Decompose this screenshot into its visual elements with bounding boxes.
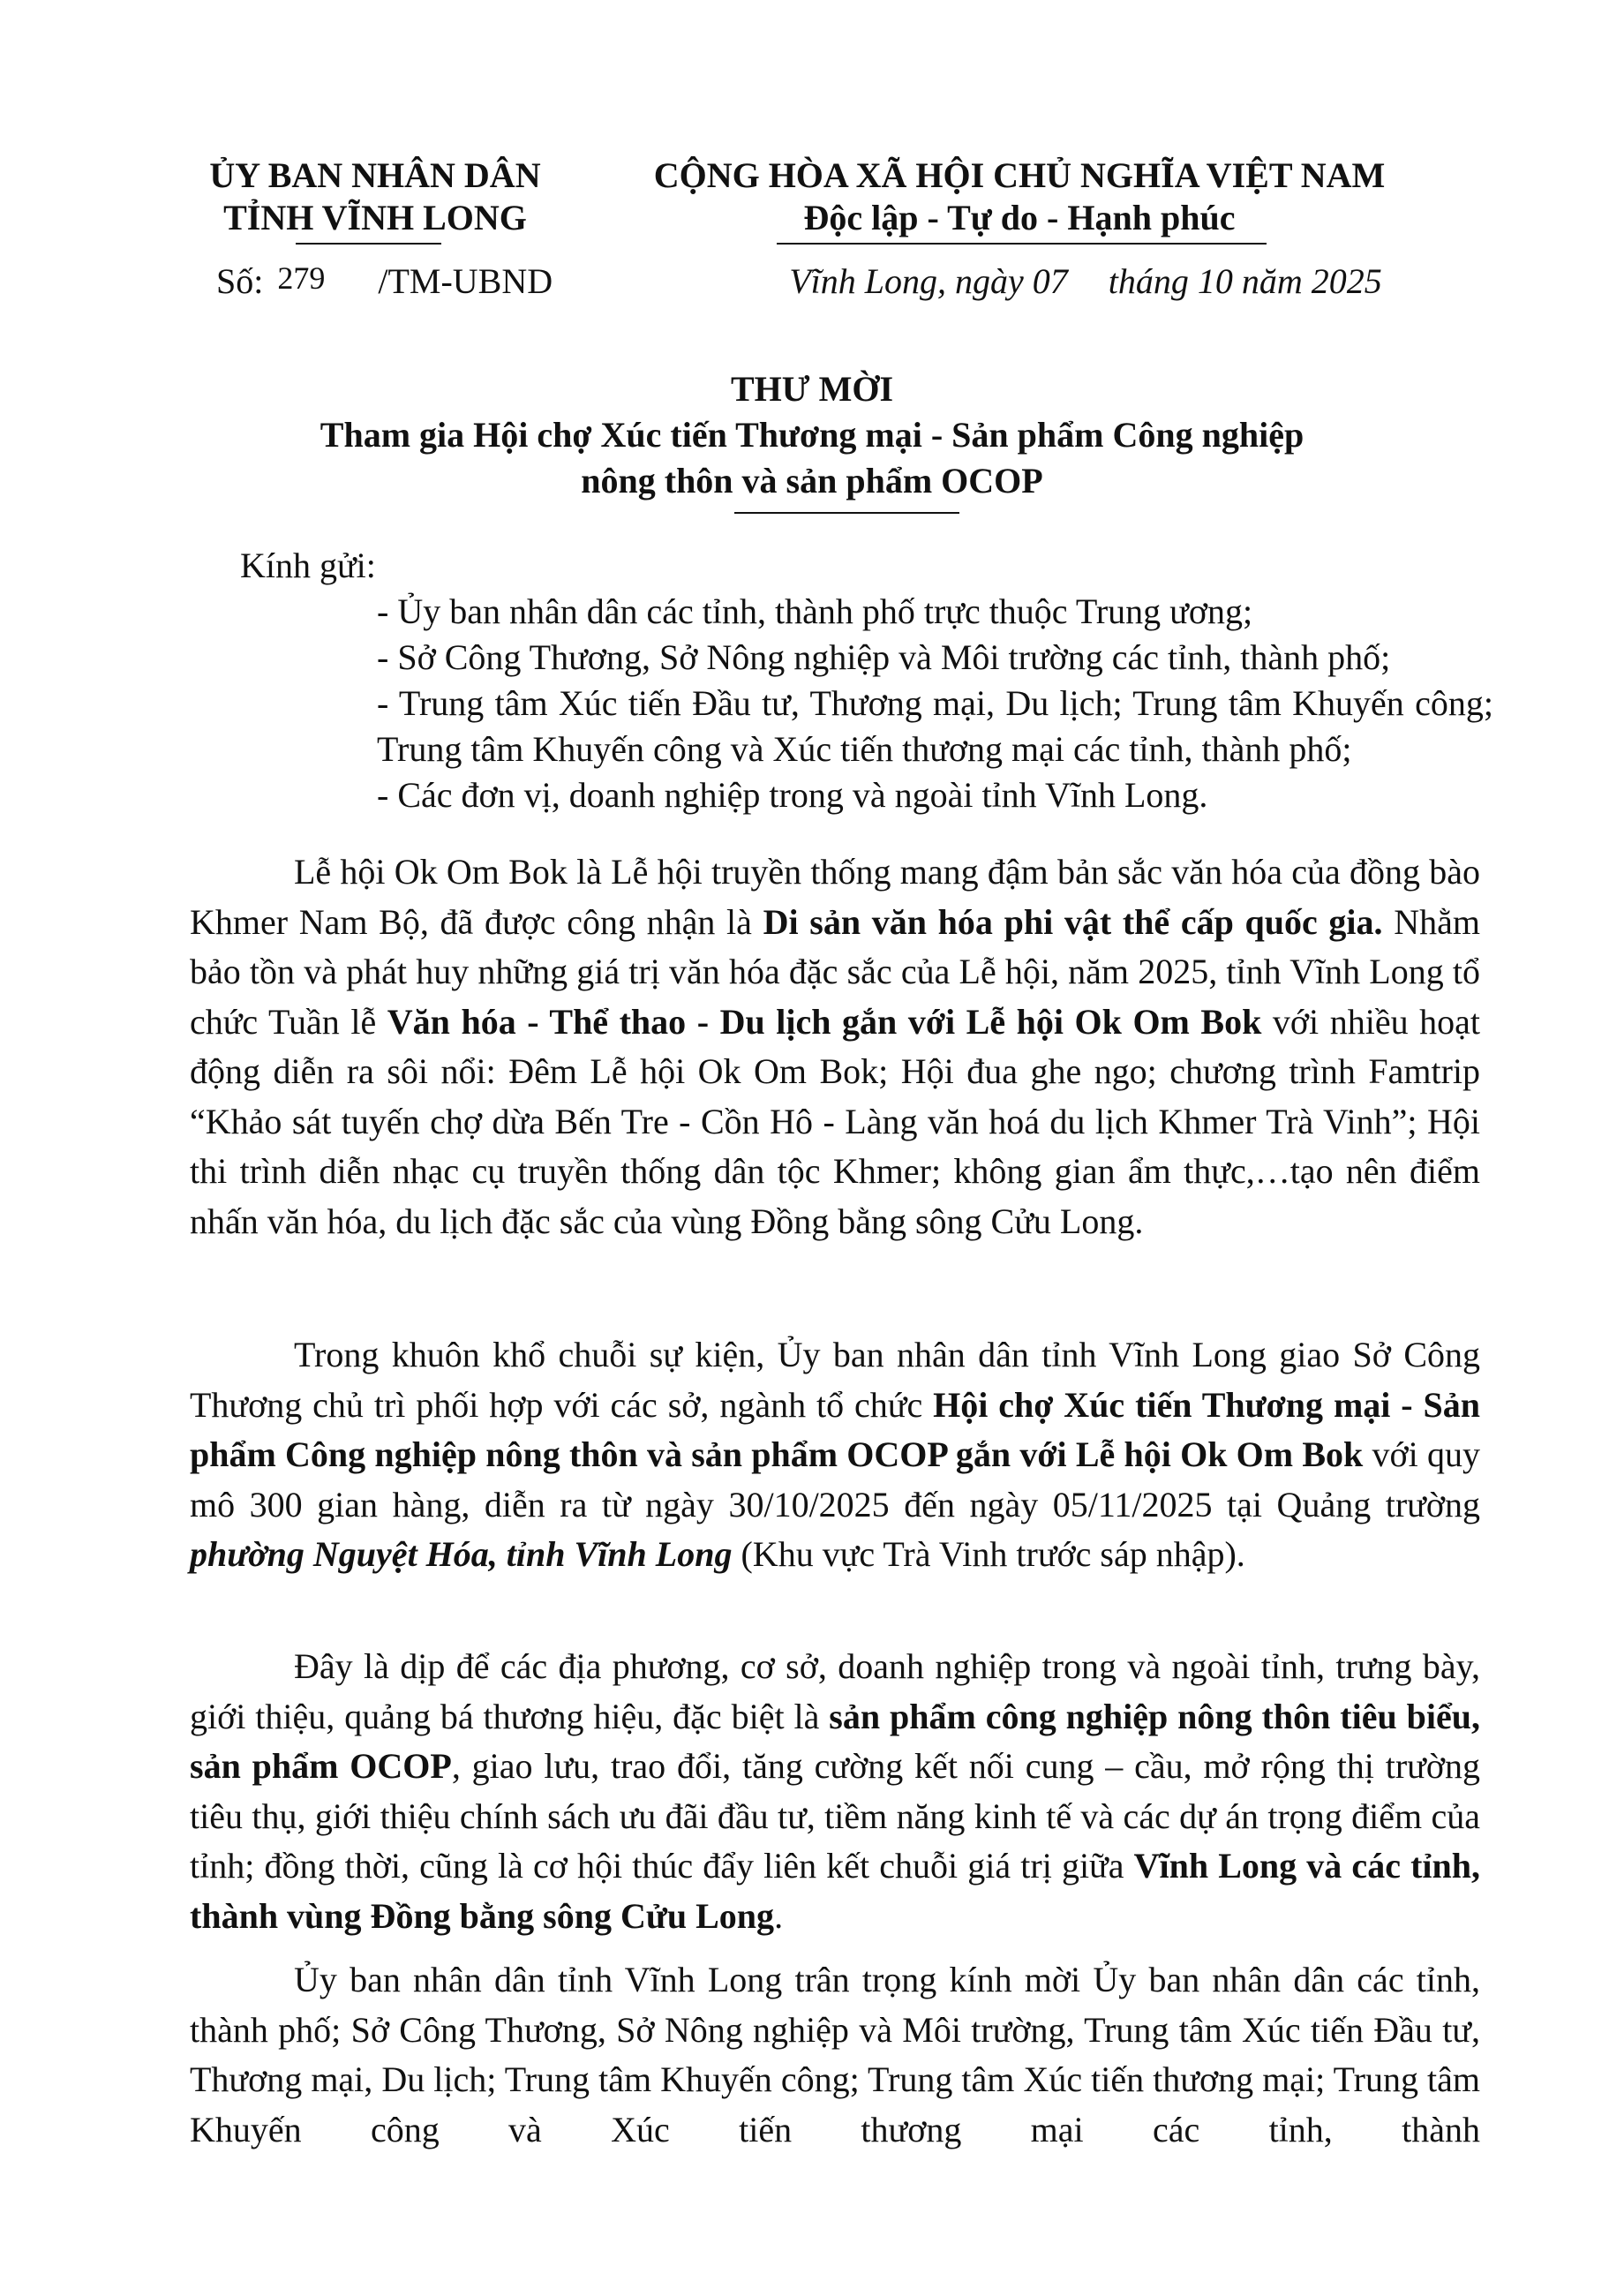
bold-run: Di sản văn hóa phi vật thể cấp quốc gia. — [763, 901, 1383, 942]
place-date — [741, 260, 1430, 303]
nation-line-2: Độc lập - Tự do - Hạnh phúc — [803, 198, 1236, 237]
text-run: Lễ hội Ok Om Bok là Lễ hội truyền thống mang đậm bản sắc văn hóa của đồng bào Khmer Nam Bộ, đã được công nhận là — [190, 852, 1480, 942]
text-run: Ủy ban nhân dân tỉnh Vĩnh Long trân trọng kính mời Ủy ban nhân dân các tỉnh, thành phố; Sở Công Thương, Sở Nông nghiệp và Môi trường, Trung tâm Xúc tiến Đầu tư, Thương mại, Du lịch; Trung tâm Khuyến công; Trung tâm Xúc tiến thương mại; Trung tâm Khuyến công và Xúc tiến thương mại các tỉnh, thành — [190, 1960, 1480, 2149]
recipients — [240, 543, 1493, 818]
bold-run: Hội chợ Xúc tiến Thương mại - Sản phẩm Công nghiệp nông thôn và sản phẩm OCOP gắn với Lễ hội Ok Om Bok — [190, 1384, 1480, 1474]
text-run: (Khu vực Trà Vinh trước sáp nhập). — [732, 1534, 1245, 1574]
org-line-1: ỦY BAN NHÂN DÂN — [209, 155, 541, 195]
org-line-2: TỈNH VĨNH LONG — [223, 198, 527, 237]
text-run: với nhiều hoạt động diễn ra sôi nổi: Đêm Lễ hội Ok Om Bok; Hội đua ghe ngo; chương trình Famtrip “Khảo sát tuyến chợ dừa Bến Tre - Cồn Hô - Làng văn hoá du lịch Khmer Trà Vinh”; Hội thi trình diễn nhạc cụ truyền thống dân tộc Khmer; không gian ẩm thực,…tạo nên điểm nhấn văn hóa, du lịch đặc sắc của vùng Đồng bằng sông Cửu Long. — [190, 1001, 1481, 1241]
doc-number-prefix: Số: — [216, 261, 264, 301]
text-run: . — [774, 1895, 784, 1936]
italic-bold-run: phường Nguyệt Hóa, tỉnh Vĩnh Long — [190, 1534, 733, 1574]
bold-run: sản phẩm công nghiệp nông thôn tiêu biểu, sản phẩm OCOP — [190, 1696, 1480, 1786]
national-header — [609, 154, 1430, 239]
text-run: Đây là dịp để các địa phương, cơ sở, doanh nghiệp trong và ngoài tỉnh, trưng bày, giới thiệu, quảng bá thương hiệu, đặc biệt là — [190, 1646, 1480, 1736]
recipient-item: - Trung tâm Xúc tiến Đầu tư, Thương mại, Du lịch; Trung tâm Khuyến công; Trung tâm Khuyến công và Xúc tiến thương mại các tỉnh, thành phố; — [377, 683, 1493, 769]
body-paragraph-1 — [190, 847, 1480, 1246]
title-sub-line-1: Tham gia Hội chợ Xúc tiến Thương mại - Sản phẩm Công nghiệp — [320, 415, 1304, 455]
body-paragraph-4 — [190, 1955, 1480, 2155]
recipient-item: - Các đơn vị, doanh nghiệp trong và ngoài tỉnh Vĩnh Long. — [377, 775, 1208, 815]
title-sub-line-2: nông thôn và sản phẩm OCOP — [581, 461, 1043, 501]
recipients-label: Kính gửi: — [240, 546, 376, 585]
motto-underline — [777, 243, 1267, 245]
document-number — [216, 260, 553, 304]
title-main: THƯ MỜI — [730, 369, 894, 409]
date-rest: tháng 10 năm 2025 — [1108, 261, 1382, 301]
issuing-authority — [185, 154, 565, 239]
recipient-item: - Ủy ban nhân dân các tỉnh, thành phố trực thuộc Trung ương; — [377, 591, 1253, 631]
doc-number-value: 279 — [277, 260, 326, 296]
text-run: , giao lưu, trao đổi, tăng cường kết nối cung – cầu, mở rộng thị trường tiêu thụ, giới thiệu chính sách ưu đãi đầu tư, tiềm năng kinh tế và các dự án trọng điểm của tỉnh; đồng thời, cũng là cơ hội thúc đẩy liên kết chuỗi giá trị giữa — [190, 1746, 1481, 1886]
letter-title — [0, 366, 1624, 504]
doc-number-suffix: /TM-UBND — [378, 261, 553, 301]
date-place: Vĩnh Long, ngày 07 — [789, 261, 1068, 301]
recipient-item: - Sở Công Thương, Sở Nông nghiệp và Môi trường các tỉnh, thành phố; — [377, 637, 1391, 677]
text-run: Nhằm bảo tồn và phát huy những giá trị văn hóa đặc sắc của Lễ hội, năm 2025, tỉnh Vĩnh Long tổ chức Tuần lễ — [190, 901, 1480, 1042]
bold-run: Vĩnh Long và các tỉnh, thành vùng Đồng bằng sông Cửu Long — [190, 1846, 1480, 1936]
org-underline — [296, 243, 441, 245]
text-run: với quy mô 300 gian hàng, diễn ra từ ngày 30/10/2025 đến ngày 05/11/2025 tại Quảng trường — [190, 1434, 1481, 1524]
text-run: Trong khuôn khổ chuỗi sự kiện, Ủy ban nhân dân tỉnh Vĩnh Long giao Sở Công Thương chủ trì phối hợp với các sở, ngành tổ chức — [190, 1335, 1480, 1425]
nation-line-1: CỘNG HÒA XÃ HỘI CHỦ NGHĨA VIỆT NAM — [653, 155, 1386, 195]
body-paragraph-3 — [190, 1642, 1480, 1941]
bold-run: Văn hóa - Thể thao - Du lịch gắn với Lễ hội Ok Om Bok — [387, 1001, 1262, 1042]
title-underline — [734, 512, 959, 514]
body-paragraph-2 — [190, 1330, 1480, 1580]
